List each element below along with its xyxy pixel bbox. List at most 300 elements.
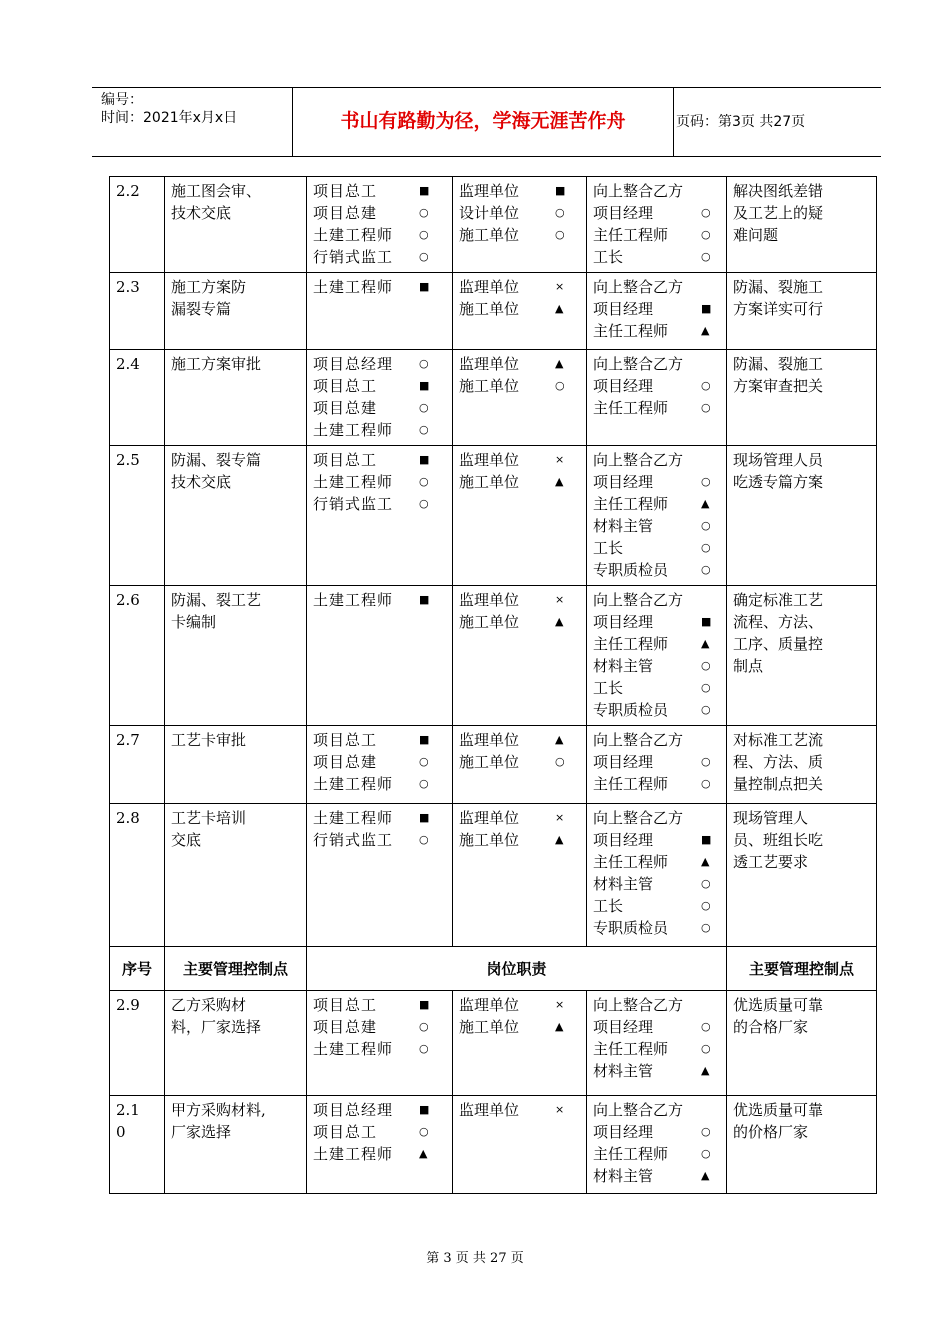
- responsibility-mark-icon: ▲: [555, 733, 564, 746]
- document-header: [92, 87, 881, 157]
- header-motto-cell: [293, 88, 674, 156]
- role-label: 主任工程师: [593, 226, 669, 244]
- responsibility-mark-icon: ○: [419, 475, 429, 488]
- role-label: 土建工程师: [313, 1040, 394, 1058]
- responsibility-line: [459, 375, 580, 397]
- row-seq: [110, 726, 165, 804]
- table-row: [110, 586, 877, 726]
- role-label: 施工单位: [459, 473, 520, 491]
- goal-line: 确定标准工艺: [733, 591, 824, 609]
- row-control-point: [165, 350, 307, 446]
- row-control-point: [165, 991, 307, 1096]
- row-control-point: [165, 273, 307, 350]
- row-seq: [110, 350, 165, 446]
- goal-line: 程、方法、质: [733, 753, 824, 771]
- control-point-line: 甲方采购材料,: [171, 1101, 266, 1119]
- responsibility-line: [593, 773, 720, 795]
- responsibility-mark-icon: ▲: [555, 475, 564, 488]
- control-point-table: [109, 176, 877, 1194]
- responsibility-line: [313, 202, 446, 224]
- role-label: 主任工程师: [593, 495, 669, 513]
- responsibility-mark-icon: ○: [419, 228, 429, 241]
- responsibility-line: [313, 994, 446, 1016]
- role-label: 向上整合乙方: [593, 278, 684, 296]
- header-responsibility: 岗位职责: [307, 947, 727, 991]
- responsibility-mark-icon: ■: [419, 184, 430, 197]
- role-label: 行销式监工: [313, 495, 394, 513]
- responsibility-line: [313, 471, 446, 493]
- role-label: 主任工程师: [593, 775, 669, 793]
- role-label: 主任工程师: [593, 1040, 669, 1058]
- responsibility-mark-icon: ○: [419, 1020, 429, 1033]
- responsibility-line: [593, 353, 720, 375]
- responsibility-mark-icon: ○: [701, 659, 711, 672]
- role-label: 项目总建: [313, 1018, 378, 1036]
- responsibility-mark-icon: ▲: [555, 302, 564, 315]
- goal-line: 透工艺要求: [733, 853, 809, 871]
- responsibility-mark-icon: ▲: [701, 1064, 710, 1077]
- responsibility-line: [593, 180, 720, 202]
- role-label: 工长: [593, 248, 624, 266]
- responsibility-mark-icon: ○: [701, 1147, 711, 1160]
- header-meta-cell: [92, 88, 293, 156]
- responsibility-line: [593, 699, 720, 721]
- control-point-line: 防漏、裂工艺: [171, 591, 262, 609]
- responsibility-mark-icon: ○: [419, 401, 429, 414]
- responsibility-c5: [587, 991, 727, 1096]
- control-point-line: 施工图会审、: [171, 182, 262, 200]
- header-goal: 主要管理控制点: [727, 947, 877, 991]
- responsibility-mark-icon: ○: [419, 357, 429, 370]
- role-label: 向上整合乙方: [593, 809, 684, 827]
- responsibility-line: [459, 298, 580, 320]
- responsibility-line: [459, 202, 580, 224]
- role-label: 项目总工: [313, 377, 378, 395]
- goal-line: 制点: [733, 657, 764, 675]
- table-row: [110, 273, 877, 350]
- responsibility-c4: [453, 446, 587, 586]
- responsibility-mark-icon: ○: [701, 250, 711, 263]
- responsibility-line: [593, 633, 720, 655]
- responsibility-line: [593, 677, 720, 699]
- responsibility-c4: [453, 726, 587, 804]
- row-goal: [727, 804, 877, 947]
- role-label: 监理单位: [459, 1101, 520, 1119]
- responsibility-line: [313, 773, 446, 795]
- responsibility-mark-icon: ▲: [555, 833, 564, 846]
- header-seq: 序号: [110, 947, 165, 991]
- role-label: 向上整合乙方: [593, 731, 684, 749]
- responsibility-mark-icon: ○: [701, 228, 711, 241]
- row-control-point: [165, 726, 307, 804]
- motto-text: 书山有路勤为径，学海无涯苦作舟: [340, 110, 626, 132]
- table-row: [110, 350, 877, 446]
- responsibility-mark-icon: ○: [701, 541, 711, 554]
- responsibility-line: [593, 246, 720, 268]
- role-label: 材料主管: [593, 517, 654, 535]
- role-label: 主任工程师: [593, 322, 669, 340]
- responsibility-line: [593, 751, 720, 773]
- responsibility-line: [313, 397, 446, 419]
- responsibility-c5: [587, 726, 727, 804]
- responsibility-mark-icon: ■: [419, 1103, 430, 1116]
- responsibility-c5: [587, 350, 727, 446]
- responsibility-line: [313, 180, 446, 202]
- responsibility-mark-icon: ▲: [701, 497, 710, 510]
- responsibility-mark-icon: ○: [701, 1125, 711, 1138]
- responsibility-line: [313, 419, 446, 441]
- responsibility-line: [593, 1038, 720, 1060]
- responsibility-c4: [453, 586, 587, 726]
- responsibility-c4: [453, 273, 587, 350]
- row-goal: [727, 991, 877, 1096]
- responsibility-line: [593, 375, 720, 397]
- table-row: [110, 726, 877, 804]
- responsibility-mark-icon: ■: [419, 379, 430, 392]
- role-label: 施工单位: [459, 613, 520, 631]
- role-label: 主任工程师: [593, 853, 669, 871]
- control-point-line: 卡编制: [171, 613, 217, 631]
- responsibility-mark-icon: ×: [555, 593, 565, 606]
- responsibility-line: [313, 729, 446, 751]
- control-point-line: 防漏、裂专篇: [171, 451, 262, 469]
- responsibility-line: [459, 729, 580, 751]
- responsibility-mark-icon: ×: [555, 1103, 565, 1116]
- role-label: 材料主管: [593, 875, 654, 893]
- responsibility-line: [313, 276, 446, 298]
- role-label: 项目经理: [593, 377, 654, 395]
- row-seq: [110, 804, 165, 947]
- role-label: 设计单位: [459, 204, 520, 222]
- responsibility-mark-icon: ▲: [701, 637, 710, 650]
- role-label: 土建工程师: [313, 421, 394, 439]
- role-label: 材料主管: [593, 1167, 654, 1185]
- responsibility-line: [459, 1099, 580, 1121]
- role-label: 专职质检员: [593, 919, 669, 937]
- row-seq-text: 2.4: [116, 355, 140, 373]
- role-label: 土建工程师: [313, 278, 394, 296]
- goal-line: 优选质量可靠: [733, 996, 824, 1014]
- responsibility-line: [313, 1099, 446, 1121]
- responsibility-line: [313, 449, 446, 471]
- responsibility-line: [593, 1099, 720, 1121]
- responsibility-mark-icon: ▲: [701, 1169, 710, 1182]
- row-seq-text: 2.2: [116, 182, 140, 200]
- role-label: 项目经理: [593, 204, 654, 222]
- role-label: 项目总建: [313, 204, 378, 222]
- responsibility-line: [313, 353, 446, 375]
- responsibility-line: [313, 375, 446, 397]
- responsibility-mark-icon: ○: [555, 755, 565, 768]
- table-row: [110, 446, 877, 586]
- table-row: [110, 991, 877, 1096]
- responsibility-mark-icon: ▲: [419, 1147, 428, 1160]
- goal-line: 防漏、裂施工: [733, 355, 824, 373]
- responsibility-mark-icon: ○: [419, 423, 429, 436]
- control-point-line: 技术交底: [171, 473, 232, 491]
- role-label: 土建工程师: [313, 591, 394, 609]
- responsibility-line: [313, 807, 446, 829]
- role-label: 工长: [593, 679, 624, 697]
- responsibility-line: [593, 298, 720, 320]
- responsibility-mark-icon: ■: [419, 811, 430, 824]
- table-row: [110, 177, 877, 273]
- row-seq: [110, 273, 165, 350]
- table-row: [110, 804, 877, 947]
- table-row: [110, 1096, 877, 1194]
- goal-line: 防漏、裂施工: [733, 278, 824, 296]
- responsibility-mark-icon: ○: [701, 1020, 711, 1033]
- responsibility-line: [593, 1016, 720, 1038]
- row-control-point: [165, 177, 307, 273]
- responsibility-mark-icon: ○: [419, 833, 429, 846]
- responsibility-line: [593, 1121, 720, 1143]
- goal-line: 方案审查把关: [733, 377, 824, 395]
- row-seq: [110, 991, 165, 1096]
- role-label: 项目总经理: [313, 355, 394, 373]
- responsibility-mark-icon: ■: [419, 453, 430, 466]
- role-label: 项目经理: [593, 753, 654, 771]
- row-seq-text: 2.1 0: [116, 1101, 140, 1141]
- role-label: 向上整合乙方: [593, 1101, 684, 1119]
- responsibility-line: [313, 493, 446, 515]
- responsibility-c5: [587, 177, 727, 273]
- responsibility-c3: [307, 177, 453, 273]
- role-label: 工长: [593, 539, 624, 557]
- responsibility-mark-icon: ○: [701, 206, 711, 219]
- responsibility-mark-icon: ■: [419, 733, 430, 746]
- role-label: 土建工程师: [313, 775, 394, 793]
- role-label: 主任工程师: [593, 635, 669, 653]
- responsibility-mark-icon: ×: [555, 453, 565, 466]
- responsibility-mark-icon: ▲: [555, 1020, 564, 1033]
- role-label: 向上整合乙方: [593, 451, 684, 469]
- control-point-line: 乙方采购材: [171, 996, 247, 1014]
- control-point-line: 料，厂家选择: [171, 1018, 262, 1036]
- role-label: 专职质检员: [593, 701, 669, 719]
- role-label: 项目经理: [593, 1018, 654, 1036]
- responsibility-line: [593, 873, 720, 895]
- responsibility-line: [313, 1038, 446, 1060]
- responsibility-c3: [307, 991, 453, 1096]
- responsibility-mark-icon: ○: [419, 250, 429, 263]
- responsibility-c4: [453, 350, 587, 446]
- role-label: 项目总经理: [313, 1101, 394, 1119]
- role-label: 施工单位: [459, 377, 520, 395]
- role-label: 监理单位: [459, 996, 520, 1014]
- row-seq-text: 2.3: [116, 278, 140, 296]
- role-label: 工长: [593, 897, 624, 915]
- responsibility-c3: [307, 350, 453, 446]
- role-label: 向上整合乙方: [593, 591, 684, 609]
- responsibility-line: [593, 515, 720, 537]
- role-label: 向上整合乙方: [593, 996, 684, 1014]
- role-label: 材料主管: [593, 657, 654, 675]
- responsibility-c5: [587, 804, 727, 947]
- responsibility-line: [593, 202, 720, 224]
- responsibility-line: [313, 224, 446, 246]
- responsibility-mark-icon: ○: [701, 703, 711, 716]
- role-label: 向上整合乙方: [593, 182, 684, 200]
- page-footer: 第 3 页 共 27 页: [426, 1251, 524, 1266]
- control-point-line: 施工方案防: [171, 278, 247, 296]
- time-label: 时间：2021年x月x日: [101, 110, 238, 126]
- role-label: 主任工程师: [593, 399, 669, 417]
- role-label: 施工单位: [459, 226, 520, 244]
- responsibility-line: [593, 994, 720, 1016]
- responsibility-line: [593, 493, 720, 515]
- row-control-point: [165, 1096, 307, 1194]
- role-label: 行销式监工: [313, 248, 394, 266]
- responsibility-mark-icon: ■: [419, 593, 430, 606]
- responsibility-line: [313, 246, 446, 268]
- responsibility-c3: [307, 273, 453, 350]
- goal-line: 对标准工艺流: [733, 731, 824, 749]
- role-label: 施工单位: [459, 753, 520, 771]
- responsibility-mark-icon: ○: [701, 681, 711, 694]
- responsibility-line: [593, 449, 720, 471]
- responsibility-mark-icon: ○: [701, 379, 711, 392]
- role-label: 项目总工: [313, 1123, 378, 1141]
- goal-line: 员、班组长吃: [733, 831, 824, 849]
- goal-line: 及工艺上的疑: [733, 204, 824, 222]
- responsibility-line: [459, 589, 580, 611]
- row-seq: [110, 1096, 165, 1194]
- responsibility-mark-icon: ○: [701, 877, 711, 890]
- role-label: 施工单位: [459, 300, 520, 318]
- responsibility-mark-icon: ○: [701, 755, 711, 768]
- goal-line: 工序、质量控: [733, 635, 824, 653]
- row-goal: [727, 1096, 877, 1194]
- control-point-line: 技术交底: [171, 204, 232, 222]
- row-seq-text: 2.9: [116, 996, 140, 1014]
- number-label: 编号：: [101, 92, 143, 108]
- goal-line: 吃透专篇方案: [733, 473, 824, 491]
- responsibility-c4: [453, 1096, 587, 1194]
- responsibility-line: [459, 807, 580, 829]
- control-point-line: 工艺卡审批: [171, 731, 247, 749]
- role-label: 监理单位: [459, 451, 520, 469]
- responsibility-mark-icon: ○: [419, 1125, 429, 1138]
- responsibility-line: [593, 397, 720, 419]
- row-goal: [727, 350, 877, 446]
- role-label: 土建工程师: [313, 809, 394, 827]
- role-label: 监理单位: [459, 591, 520, 609]
- responsibility-c5: [587, 273, 727, 350]
- responsibility-line: [593, 611, 720, 633]
- responsibility-c4: [453, 991, 587, 1096]
- responsibility-c5: [587, 1096, 727, 1194]
- row-control-point: [165, 446, 307, 586]
- goal-line: 的价格厂家: [733, 1123, 809, 1141]
- responsibility-line: [313, 1143, 446, 1165]
- responsibility-line: [313, 1016, 446, 1038]
- goal-line: 优选质量可靠: [733, 1101, 824, 1119]
- responsibility-line: [459, 1016, 580, 1038]
- responsibility-line: [313, 751, 446, 773]
- control-point-line: 漏裂专篇: [171, 300, 232, 318]
- control-point-line: 厂家选择: [171, 1123, 232, 1141]
- responsibility-mark-icon: ○: [555, 379, 565, 392]
- header-control-point: 主要管理控制点: [165, 947, 307, 991]
- responsibility-line: [459, 994, 580, 1016]
- responsibility-c4: [453, 804, 587, 947]
- row-goal: [727, 726, 877, 804]
- goal-line: 流程、方法、: [733, 613, 824, 631]
- role-label: 监理单位: [459, 809, 520, 827]
- responsibility-line: [459, 224, 580, 246]
- role-label: 行销式监工: [313, 831, 394, 849]
- responsibility-c3: [307, 446, 453, 586]
- responsibility-line: [593, 807, 720, 829]
- role-label: 项目总建: [313, 753, 378, 771]
- responsibility-line: [593, 224, 720, 246]
- role-label: 材料主管: [593, 1062, 654, 1080]
- responsibility-mark-icon: ○: [701, 1042, 711, 1055]
- role-label: 项目经理: [593, 1123, 654, 1141]
- role-label: 施工单位: [459, 1018, 520, 1036]
- responsibility-mark-icon: ○: [555, 206, 565, 219]
- row-seq: [110, 446, 165, 586]
- responsibility-line: [459, 449, 580, 471]
- responsibility-line: [459, 471, 580, 493]
- responsibility-c3: [307, 1096, 453, 1194]
- role-label: 项目经理: [593, 300, 654, 318]
- header-page-cell: [674, 88, 880, 156]
- responsibility-mark-icon: ○: [701, 921, 711, 934]
- role-label: 项目经理: [593, 613, 654, 631]
- role-label: 项目总工: [313, 182, 378, 200]
- responsibility-mark-icon: ○: [701, 475, 711, 488]
- role-label: 土建工程师: [313, 1145, 394, 1163]
- role-label: 施工单位: [459, 831, 520, 849]
- role-label: 项目总建: [313, 399, 378, 417]
- responsibility-mark-icon: ▲: [701, 855, 710, 868]
- responsibility-mark-icon: ○: [701, 777, 711, 790]
- responsibility-line: [593, 537, 720, 559]
- goal-line: 的合格厂家: [733, 1018, 809, 1036]
- row-seq-text: 2.7: [116, 731, 140, 749]
- responsibility-line: [593, 917, 720, 939]
- responsibility-mark-icon: ○: [419, 777, 429, 790]
- responsibility-mark-icon: ○: [555, 228, 565, 241]
- row-seq: [110, 586, 165, 726]
- responsibility-mark-icon: ■: [419, 998, 430, 1011]
- role-label: 项目经理: [593, 473, 654, 491]
- responsibility-line: [593, 895, 720, 917]
- role-label: 项目经理: [593, 831, 654, 849]
- responsibility-c5: [587, 446, 727, 586]
- row-goal: [727, 446, 877, 586]
- role-label: 监理单位: [459, 355, 520, 373]
- responsibility-mark-icon: ×: [555, 998, 565, 1011]
- control-point-line: 工艺卡培训: [171, 809, 247, 827]
- responsibility-line: [593, 1143, 720, 1165]
- responsibility-line: [593, 589, 720, 611]
- responsibility-line: [593, 851, 720, 873]
- responsibility-mark-icon: ■: [701, 302, 712, 315]
- responsibility-mark-icon: ■: [701, 833, 712, 846]
- goal-line: 难问题: [733, 226, 779, 244]
- responsibility-line: [459, 751, 580, 773]
- row-control-point: [165, 586, 307, 726]
- responsibility-line: [593, 729, 720, 751]
- row-goal: [727, 586, 877, 726]
- responsibility-line: [593, 471, 720, 493]
- responsibility-line: [593, 1060, 720, 1082]
- responsibility-mark-icon: ○: [419, 497, 429, 510]
- responsibility-c3: [307, 586, 453, 726]
